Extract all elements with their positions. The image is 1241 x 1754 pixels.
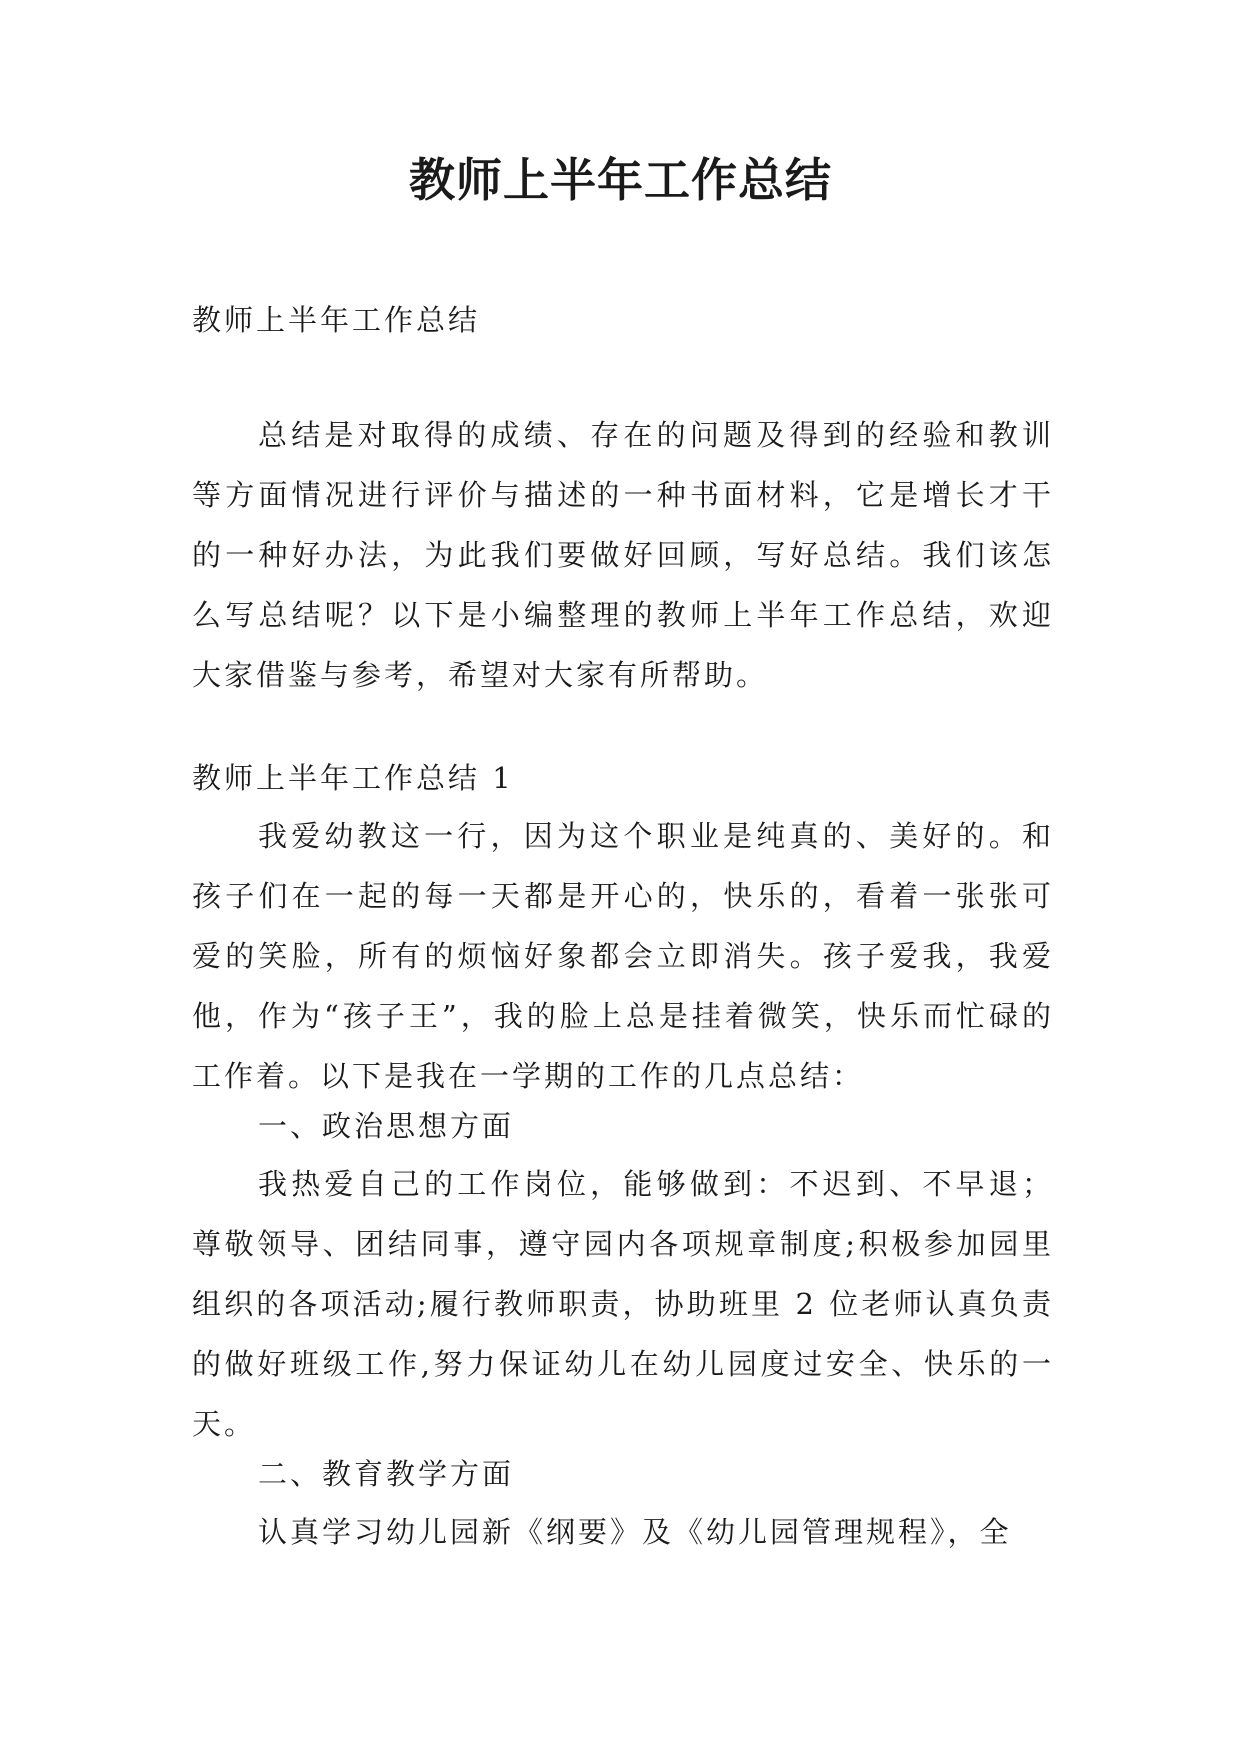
section-title: 教师上半年工作总结 1 — [192, 761, 514, 795]
document-title: 教师上半年工作总结 — [409, 153, 832, 207]
heading-teaching: 二、教育教学方面 — [258, 1457, 515, 1491]
paragraph-3: 认真学习幼儿园新《纲要》及《幼儿园管理规程》，全 — [258, 1515, 1012, 1549]
document-subtitle: 教师上半年工作总结 — [192, 303, 481, 337]
heading-political: 一、政治思想方面 — [258, 1109, 515, 1143]
paragraph-1: 我爱幼教这一行，因为这个职业是纯真的、美好的。和孩子们在一起的每一天都是开心的，快乐的，看着一张张可爱的笑脸，所有的烦恼好象都会立即消失。孩子爱我，我爱他，作为“孩子王”，我的脸上总是挂着微笑，快乐而忙碌的工作着。以下是我在一学期的工作的几点总结： — [192, 819, 1054, 1093]
paragraph-2: 我热爱自己的工作岗位，能够做到：不迟到、不早退；尊敬领导、团结同事，遵守园内各项规章制度;积极参加园里组织的各项活动;履行教师职责，协助班里 2 位老师认真负责的做好班级工作,努力保证幼儿在幼儿园度过安全、快乐的一天。 — [192, 1167, 1054, 1441]
intro-paragraph: 总结是对取得的成绩、存在的问题及得到的经验和教训等方面情况进行评价与描述的一种书面材料，它是增长才干的一种好办法，为此我们要做好回顾，写好总结。我们该怎么写总结呢？以下是小编整理的教师上半年工作总结，欢迎大家借鉴与参考，希望对大家有所帮助。 — [192, 418, 1054, 692]
